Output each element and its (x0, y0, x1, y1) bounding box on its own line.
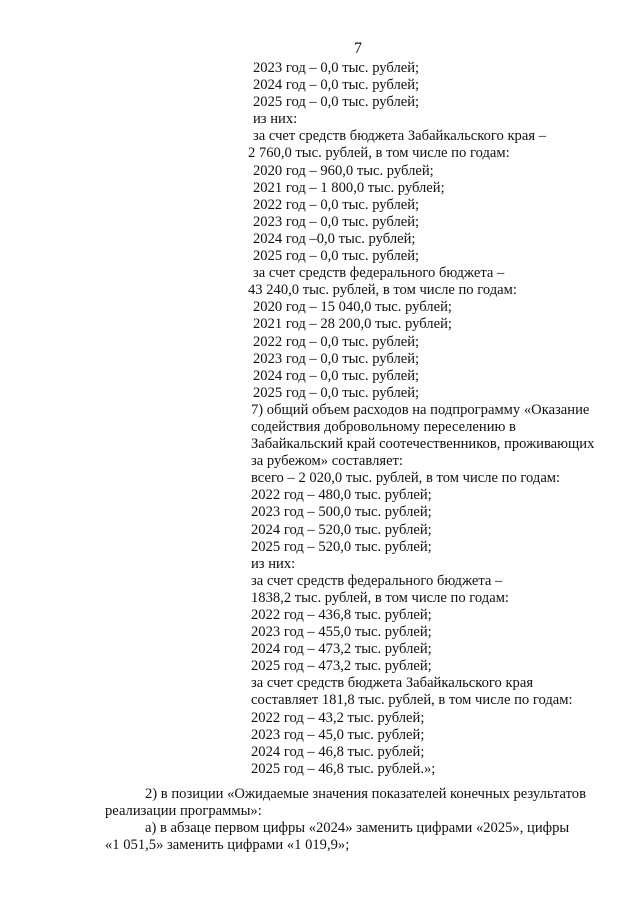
budget-line: 2025 год – 0,0 тыс. рублей; (253, 248, 420, 265)
budget-line: 2 760,0 тыс. рублей, в том числе по годам: (248, 145, 510, 162)
budget-line: 2023 год – 0,0 тыс. рублей; (253, 60, 420, 76)
amendment-paragraphs (105, 786, 609, 854)
budget-line: из них: (253, 111, 298, 128)
paragraph-item-a (105, 820, 609, 854)
budget-line: 2023 год – 500,0 тыс. рублей; (251, 504, 432, 521)
budget-line: из них: (251, 555, 296, 572)
budget-line: 2021 год – 1 800,0 тыс. рублей; (253, 179, 445, 196)
budget-line: 2021 год – 28 200,0 тыс. рублей; (253, 316, 452, 333)
budget-line: 2020 год – 15 040,0 тыс. рублей; (253, 299, 452, 316)
budget-line: 2024 год – 473,2 тыс. рублей; (251, 641, 432, 658)
budget-line: 2022 год – 0,0 тыс. рублей; (253, 196, 420, 213)
paragraph-line: а) в абзаце первом цифры «2024» заменить цифрами «2025», цифры (145, 820, 570, 837)
budget-line: за рубежом» составляет: (251, 453, 403, 470)
budget-line: 2022 год – 436,8 тыс. рублей; (251, 607, 432, 623)
budget-line: 2023 год – 45,0 тыс. рублей; (251, 726, 425, 743)
budget-line: 2022 год – 480,0 тыс. рублей; (251, 487, 432, 504)
budget-line: Забайкальский край соотечественников, проживающих (251, 436, 595, 453)
budget-line: за счет средств федерального бюджета – (251, 572, 503, 589)
budget-line: 2025 год – 0,0 тыс. рублей; (253, 384, 420, 401)
budget-line: 2020 год – 960,0 тыс. рублей; (253, 162, 434, 179)
paragraph-item-2 (105, 786, 609, 820)
budget-line: 2024 год –0,0 тыс. рублей; (253, 230, 416, 247)
budget-line: 2025 год – 473,2 тыс. рублей; (251, 658, 432, 675)
budget-line: 2024 год – 0,0 тыс. рублей; (253, 77, 420, 94)
budget-line: 2025 год – 46,8 тыс. рублей.»; (251, 760, 436, 777)
budget-line: 2023 год – 0,0 тыс. рублей; (253, 350, 420, 367)
budget-line: 2022 год – 0,0 тыс. рублей; (253, 333, 420, 350)
budget-line: за счет средств федерального бюджета – (253, 265, 505, 282)
budget-line: 2025 год – 0,0 тыс. рублей; (253, 94, 420, 111)
budget-line: 2024 год – 46,8 тыс. рублей; (251, 743, 425, 760)
paragraph-line: реализации программы»: (105, 803, 262, 820)
budget-line: за счет средств бюджета Забайкальского края – (253, 128, 546, 145)
page-number: 7 (354, 40, 362, 57)
budget-line: 7) общий объем расходов на подпрограмму «Оказание (251, 401, 590, 418)
budget-line: составляет 181,8 тыс. рублей, в том числе по годам: (251, 692, 573, 709)
budget-line: 1838,2 тыс. рублей, в том числе по годам: (251, 589, 509, 606)
budget-line: 2022 год – 43,2 тыс. рублей; (251, 709, 425, 726)
budget-line: 2023 год – 0,0 тыс. рублей; (253, 213, 420, 230)
budget-line: 2024 год – 0,0 тыс. рублей; (253, 367, 420, 384)
budget-line: 2025 год – 520,0 тыс. рублей; (251, 538, 432, 555)
paragraph-line: 2) в позиции «Ожидаемые значения показателей конечных результатов (145, 786, 586, 802)
budget-line: 2023 год – 455,0 тыс. рублей; (251, 624, 432, 641)
budget-line: содействия добровольному переселению в (251, 418, 516, 435)
budget-line: всего – 2 020,0 тыс. рублей, в том числе по годам: (251, 470, 561, 487)
budget-line: 43 240,0 тыс. рублей, в том числе по годам: (248, 282, 517, 299)
budget-line: 2024 год – 520,0 тыс. рублей; (251, 521, 432, 538)
paragraph-line: «1 051,5» заменить цифрами «1 019,9»; (105, 837, 350, 854)
budget-line: за счет средств бюджета Забайкальского края (251, 675, 534, 692)
budget-column (248, 60, 613, 778)
